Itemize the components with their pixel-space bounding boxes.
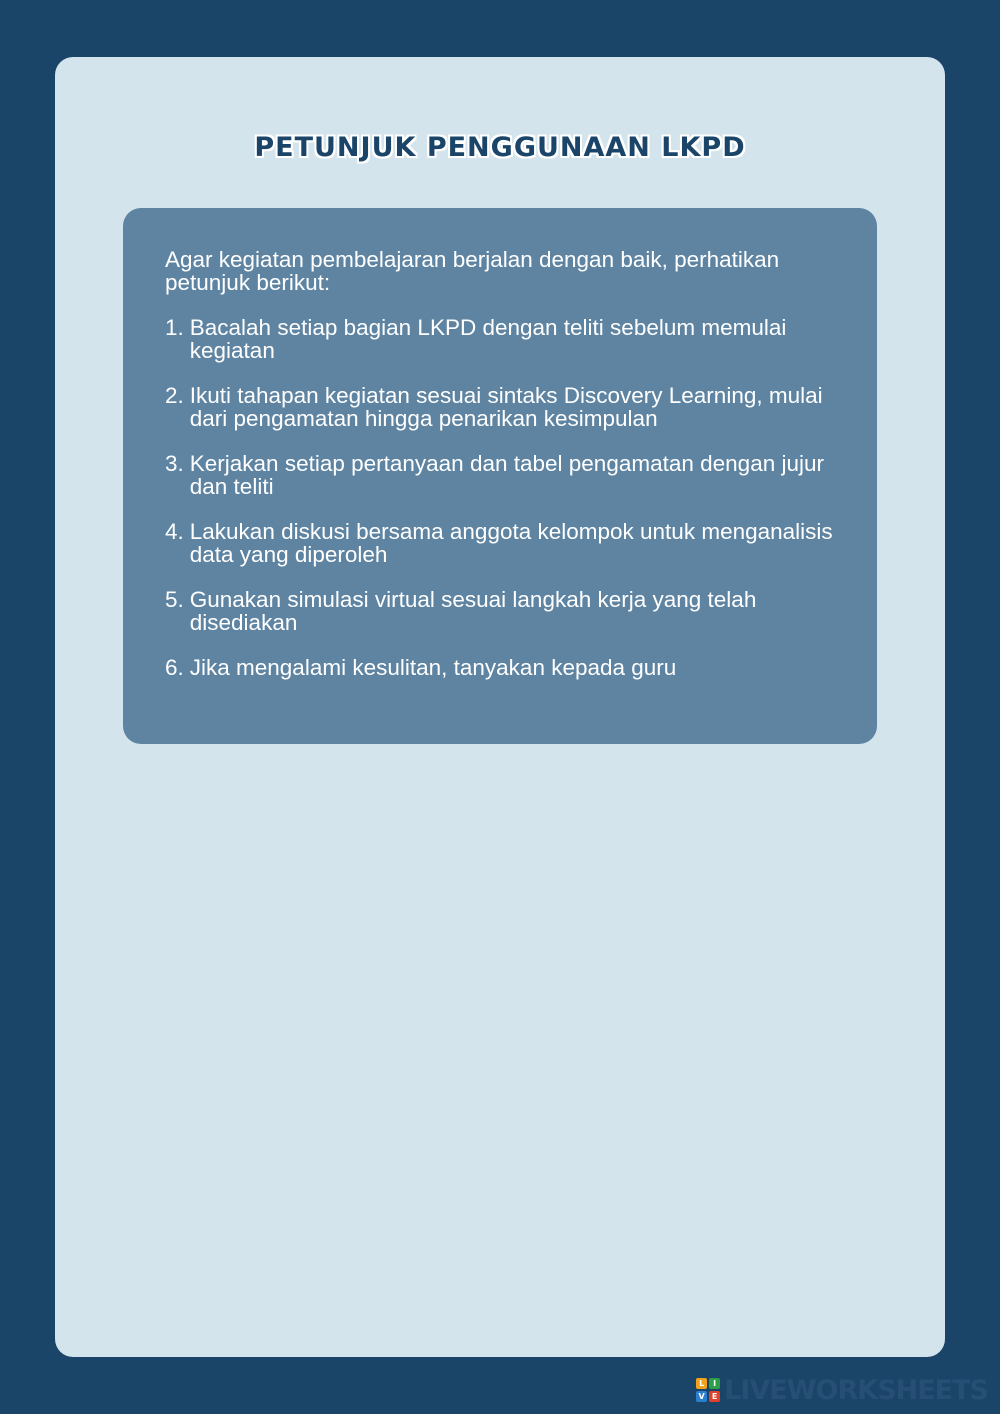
watermark-text: LIVEWORKSHEETS [724, 1374, 988, 1406]
list-item [165, 384, 847, 430]
item-text: Gunakan simulasi virtual sesuai langkah kerja yang telah disediakan [189, 587, 757, 635]
list-item [165, 656, 847, 679]
item-text: Jika mengalami kesulitan, tanyakan kepada guru [189, 655, 677, 680]
list-item [165, 452, 847, 498]
item-number: 4. [165, 519, 184, 544]
logo-cell: E [709, 1391, 720, 1402]
page-title: PETUNJUK PENGGUNAAN LKPD [254, 132, 746, 163]
item-number: 5. [165, 587, 184, 612]
instruction-box [123, 208, 877, 744]
logo-cell: L [696, 1378, 707, 1389]
liveworksheets-logo-icon [696, 1378, 720, 1402]
item-text: Kerjakan setiap pertanyaan dan tabel pengamatan dengan jujur dan teliti [189, 451, 824, 499]
item-text: Bacalah setiap bagian LKPD dengan teliti sebelum memulai kegiatan [189, 315, 787, 363]
instruction-list [165, 316, 847, 679]
item-number: 6. [165, 655, 184, 680]
item-number: 2. [165, 383, 184, 408]
list-item [165, 588, 847, 634]
item-text: Lakukan diskusi bersama anggota kelompok untuk menganalisis data yang diperoleh [189, 519, 833, 567]
intro-text: Agar kegiatan pembelajaran berjalan dengan baik, perhatikan petunjuk berikut: [165, 247, 780, 295]
liveworksheets-watermark [696, 1376, 988, 1404]
list-item [165, 520, 847, 566]
logo-cell: I [709, 1378, 720, 1389]
item-text: Ikuti tahapan kegiatan sesuai sintaks Discovery Learning, mulai dari pengamatan hingga penarikan kesimpulan [189, 383, 823, 431]
item-number: 3. [165, 451, 184, 476]
list-item [165, 316, 847, 362]
item-number: 1. [165, 315, 184, 340]
logo-cell: V [696, 1391, 707, 1402]
